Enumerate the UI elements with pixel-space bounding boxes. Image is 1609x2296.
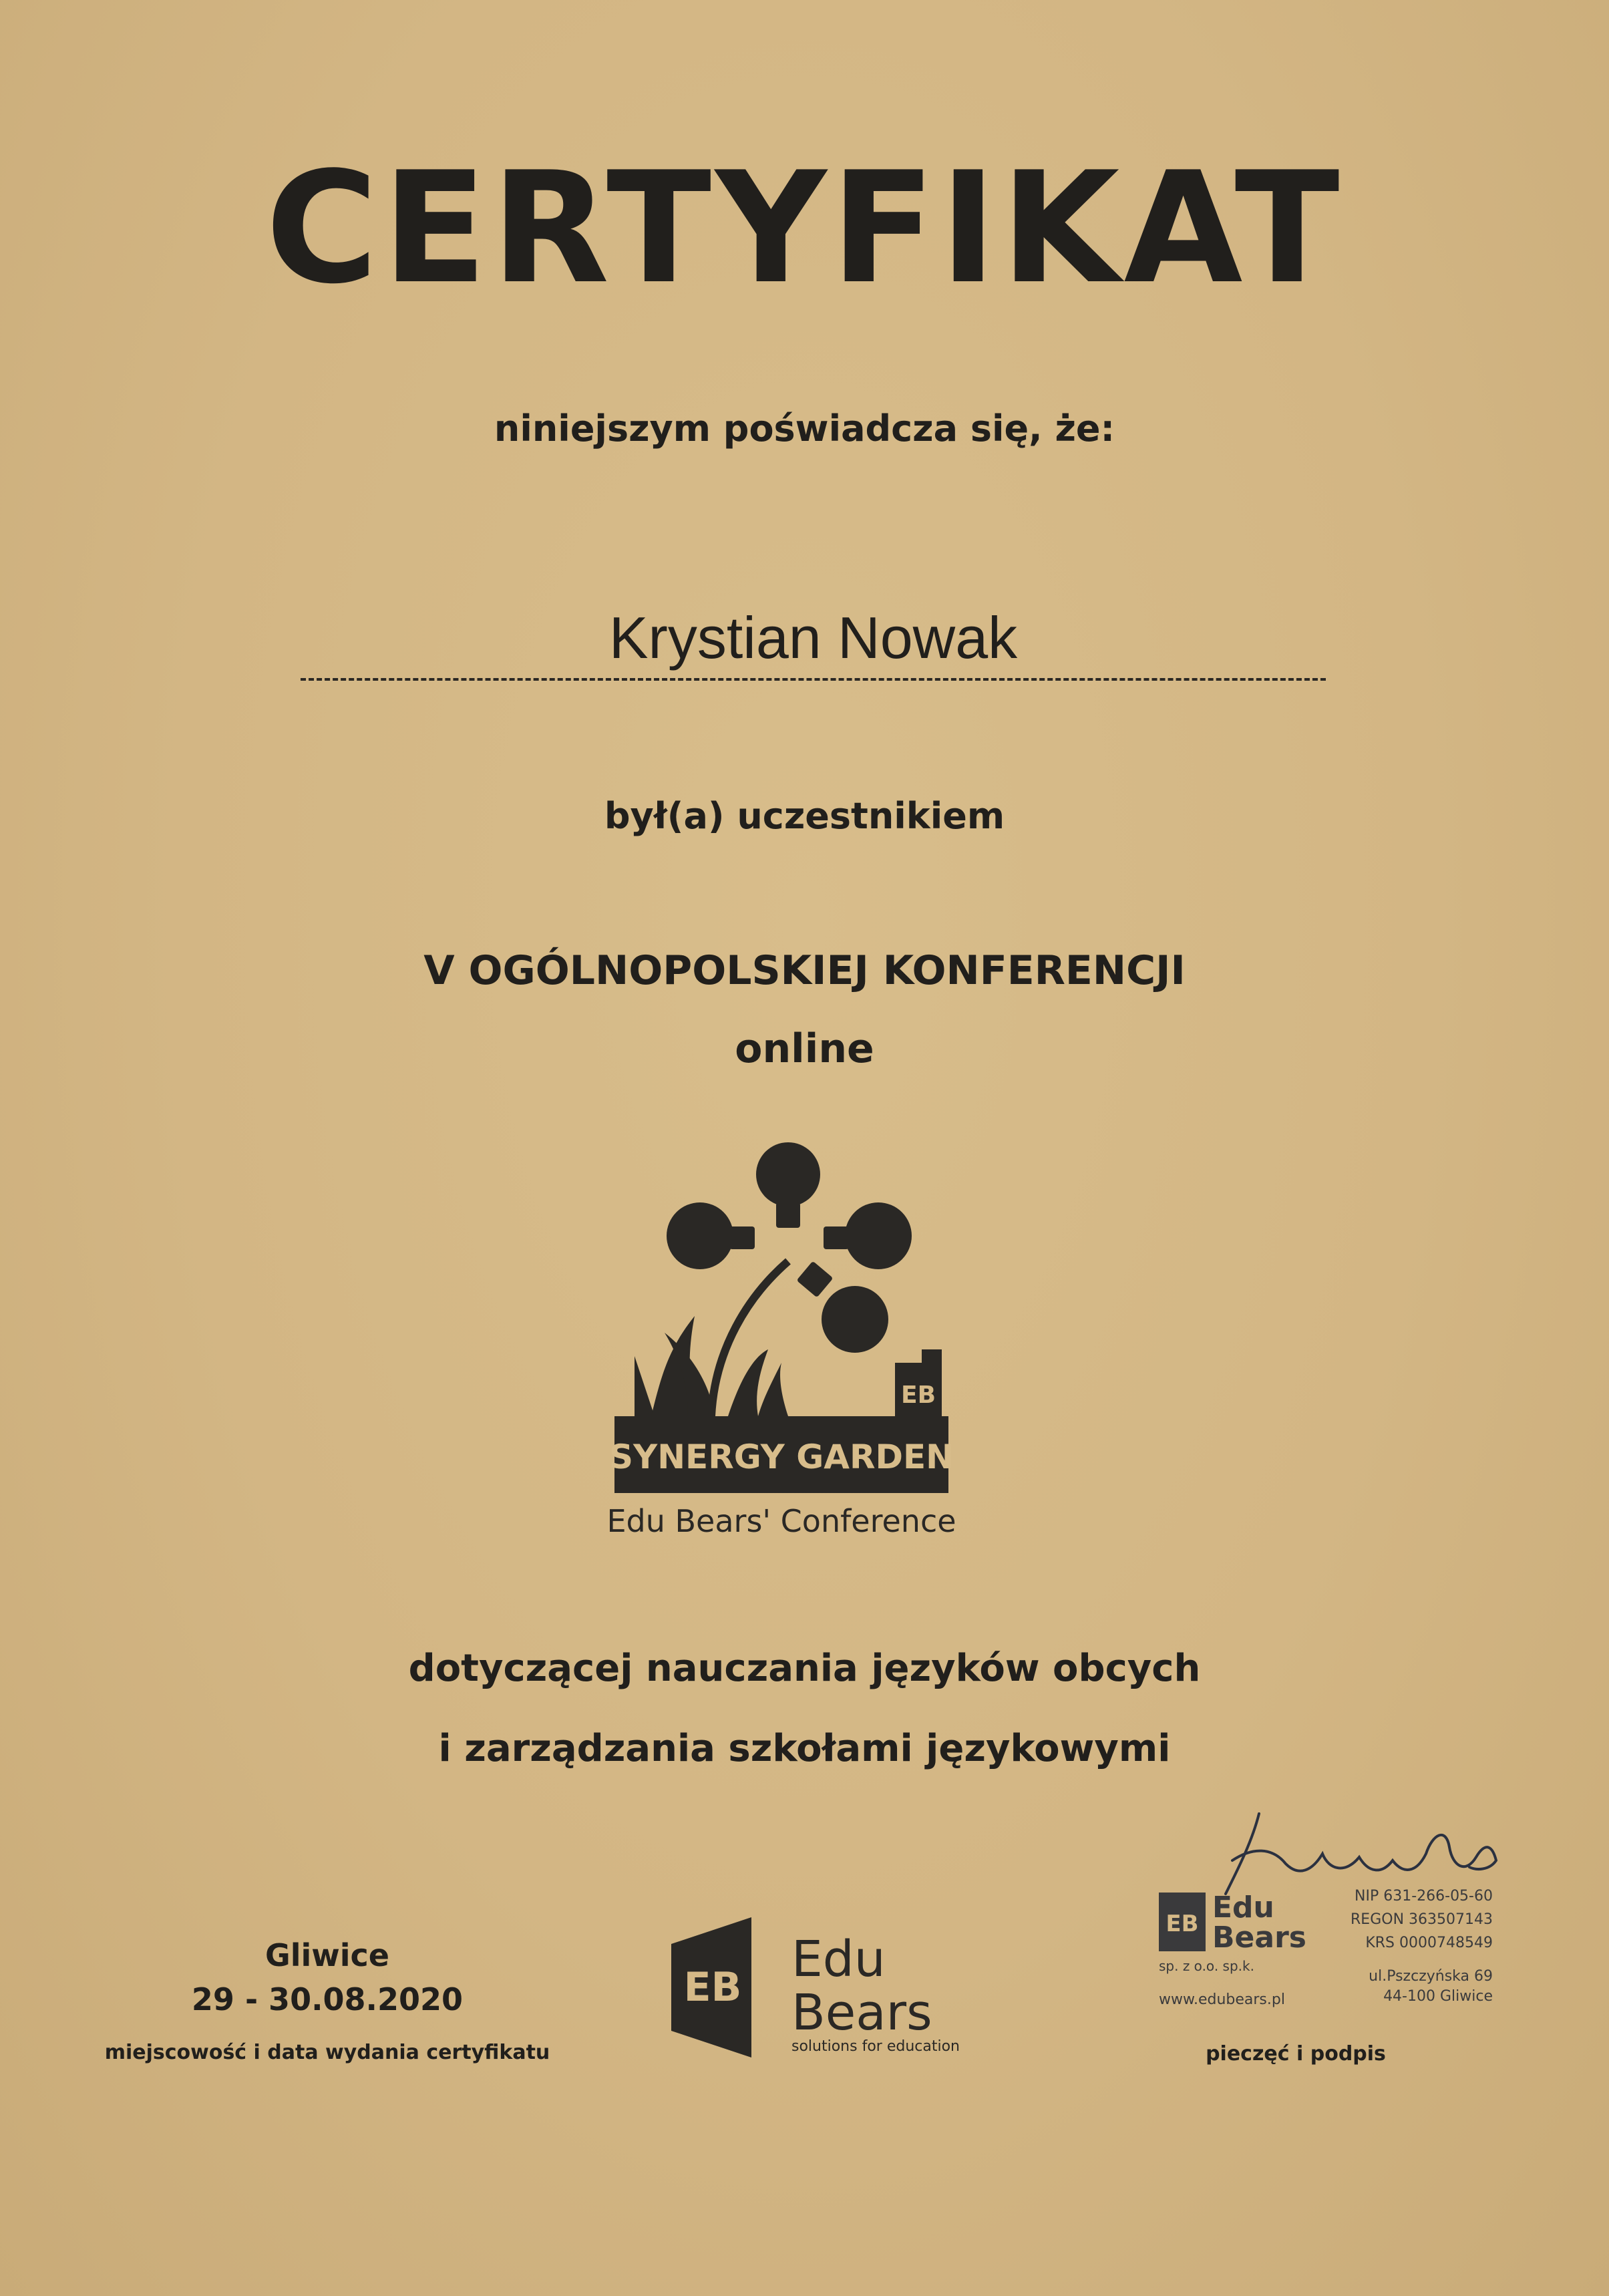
conference-format: online bbox=[735, 1025, 874, 1072]
lightbulb-flower-icon bbox=[667, 1142, 912, 1353]
conference-title: V OGÓLNOPOLSKIEJ KONFERENCJI bbox=[423, 947, 1186, 994]
stamp-city: 44-100 Gliwice bbox=[1383, 1988, 1493, 2005]
edu-bears-tagline: solutions for education bbox=[791, 2038, 960, 2055]
synergy-garden-logo bbox=[588, 1136, 975, 1550]
stamp-street: ul.Pszczyńska 69 bbox=[1369, 1968, 1493, 1985]
issue-dates: 29 - 30.08.2020 bbox=[191, 1981, 464, 2017]
stamp-legal-form: sp. z o.o. sp.k. bbox=[1159, 1958, 1254, 1974]
company-stamp bbox=[1152, 1880, 1506, 2014]
stamp-name-line2: Bears bbox=[1212, 1921, 1306, 1955]
edu-bears-logo bbox=[671, 1917, 965, 2058]
issue-place: Gliwice bbox=[264, 1937, 390, 1973]
subject-line-1: dotyczącej nauczania języków obcych bbox=[408, 1647, 1201, 1690]
role-text: był(a) uczestnikiem bbox=[604, 795, 1005, 837]
stamp-regon: REGON 363507143 bbox=[1351, 1911, 1493, 1928]
stamp-nip: NIP 631-266-05-60 bbox=[1355, 1888, 1493, 1905]
participant-name-line bbox=[301, 605, 1326, 681]
stamp-website: www.edubears.pl bbox=[1159, 1991, 1285, 2008]
event-badge: EB bbox=[900, 1381, 936, 1409]
certificate-title: CERTYFIKAT bbox=[265, 140, 1344, 318]
participant-name: Krystian Nowak bbox=[608, 605, 1018, 671]
edu-bears-line1: Edu bbox=[791, 1931, 886, 1988]
stamp-caption: pieczęć i podpis bbox=[1206, 2042, 1386, 2066]
event-name: SYNERGY GARDEN bbox=[608, 1438, 954, 1476]
event-subtitle: Edu Bears' Conference bbox=[606, 1503, 956, 1539]
stamp-mark: EB bbox=[1166, 1911, 1199, 1937]
stamp-krs: KRS 0000748549 bbox=[1365, 1935, 1493, 1951]
edu-bears-mark: EB bbox=[683, 1964, 742, 2011]
intro-text: niniejszym poświadcza się, że: bbox=[494, 407, 1115, 450]
stamp-name-line1: Edu bbox=[1212, 1891, 1274, 1925]
edu-bears-line2: Bears bbox=[791, 1984, 932, 2041]
grass-icon bbox=[635, 1316, 788, 1416]
subject-line-2: i zarządzania szkołami językowymi bbox=[438, 1727, 1171, 1770]
issue-caption: miejscowość i data wydania certyfikatu bbox=[104, 2041, 550, 2064]
